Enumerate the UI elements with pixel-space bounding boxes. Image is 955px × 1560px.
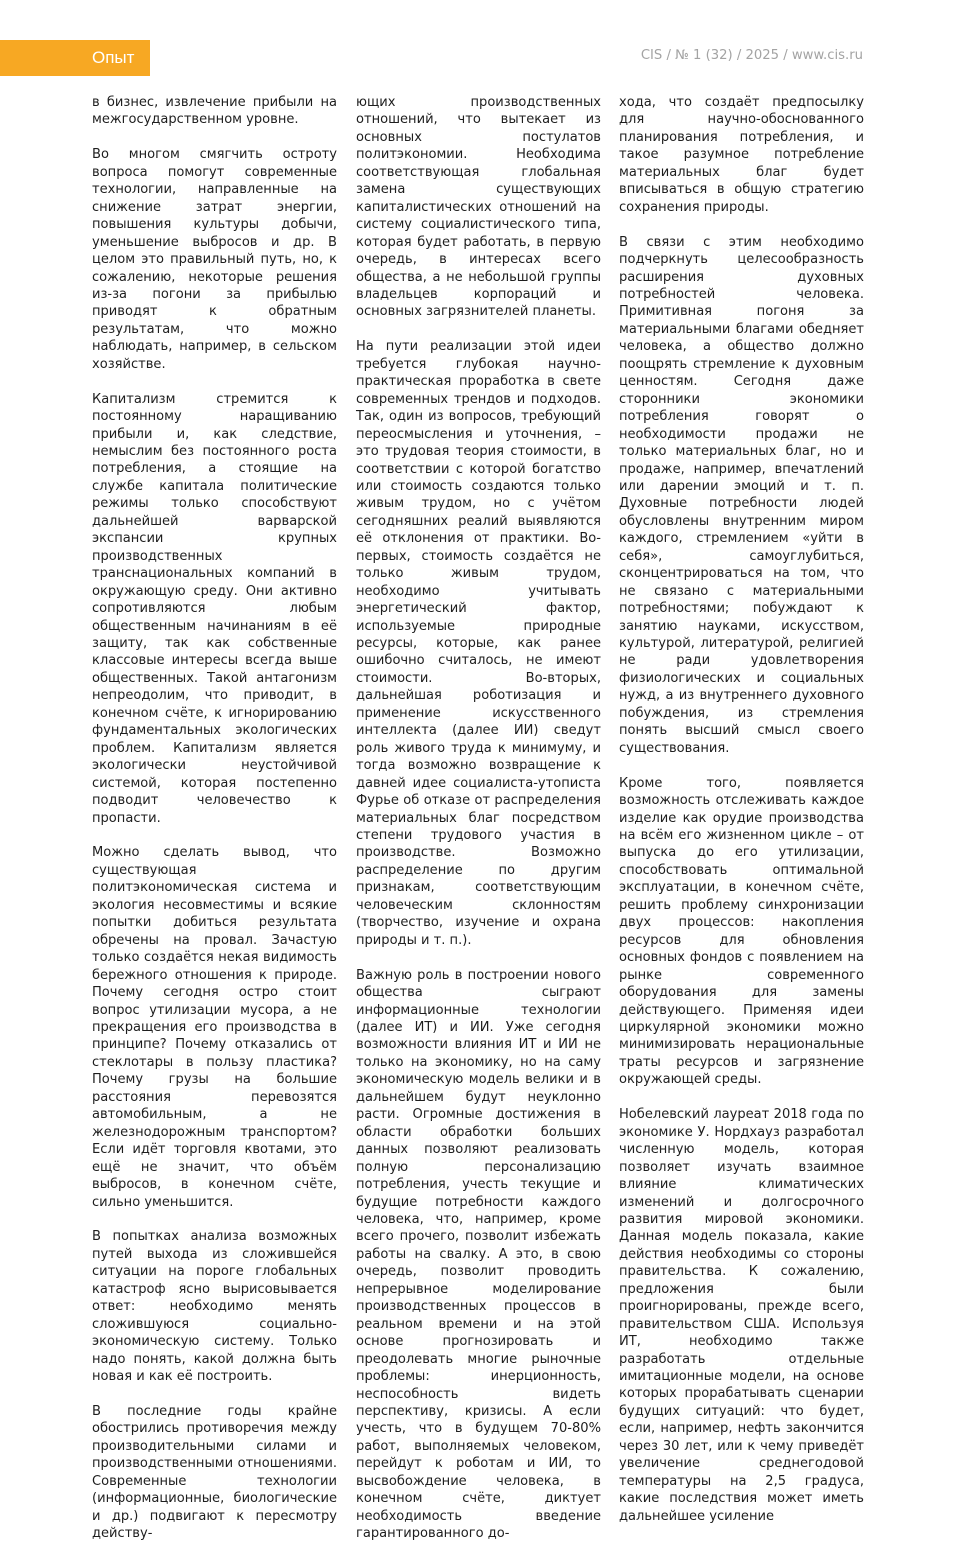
section-title: Опыт: [92, 48, 135, 67]
text-column-2: [356, 94, 601, 1560]
paragraph: В попытках анализа возможных путей выхода из сложившейся ситуации на пороге глобальных катастроф ясно вырисовывается ответ: необходимо менять сложившуюся социально-экономическую систему. Только надо понять, какой должна быть новая и как её построить.: [92, 1229, 337, 1385]
paragraph: хода, что создаёт предпосылку для научно-обоснованного планирования потребления, и такое разумное потребление материальных благ будет вписываться в общую стратегию сохранения природы.: [619, 95, 864, 215]
paragraph: Важную роль в построении нового общества сыграют информационные технологии (далее ИТ) и ИИ. Уже сегодня возможности влияния ИТ и ИИ не только на экономику, но на саму экономическую модель велики и в дальнейшем будут неуклонно расти. Огромные достижения в области обработки больших данных позволяют реализовать полную персонализацию потребления, учесть текущие и будущие потребности каждого человека, что, например, кроме всего прочего, позволит избежать работы на свалку. А это, в свою очередь, позволит проводить непрерывное моделирование производственных процессов в реальном времени и на этой основе прогнозировать и преодолевать многие рыночные проблемы: инерционность, неспособность видеть перспективу, кризисы. А если учесть, что в будущем 70-80% работ, выполняемых человеком, перейдут к роботам и ИИ, то высвобождение человека, в конечном счёте, диктует необходимость введение гарантированного до-: [356, 967, 601, 1542]
paragraph: Можно сделать вывод, что существующая политэкономическая система и экология несовместимы и всякие попытки добиться результата обречены на провал. Зачастую только создаётся некая видимость бережного отношения к природе. Почему сегодня остро стоит вопрос утилизации мусора, а не прекращения его производства в принципе? Почему отказались от стеклотары в пользу пластика? Почему грузы на большие расстояния перевозятся автомобильным, а не железнодорожным транспортом? Если идёт торговля квотами, это ещё не значит, что объём выбросов, в конечном счёте, сильно уменьшится.: [92, 845, 337, 1210]
paragraph: Капитализм стремится к постоянному наращиванию прибыли и, как следствие, немыслим без постоянного роста потребления, а стоящие на службе капитала политические режимы только способствуют дальнейшей варварской экспансии крупных производственных транснациональных компаний в окружающую среду. Они активно сопротивляются любым общественным начинаниям в её защиту, так как собственные классовые интересы всегда выше общественных. Такой антагонизм непреодолим, что приводит, в конечном счёте, к игнорированию фундаментальных экологических проблем. Капитализм является экологически неустойчивой системой, которая постепенно подводит человечество к пропасти.: [92, 391, 337, 826]
paragraph: ющих производственных отношений, что вытекает из основных постулатов политэкономии. Необходима соответствующая глобальная замена существующих капиталистических отношений на систему социалистического типа, которая будет работать, в первую очередь, в интересах всего общества, а не небольшой группы владельцев корпораций и основных загрязнителей планеты.: [356, 95, 601, 320]
paragraph: в бизнес, извлечение прибыли на межгосударственном уровне.: [92, 95, 337, 128]
text-column-3: [619, 94, 864, 1543]
section-tab: [0, 40, 150, 76]
paragraph: Во многом смягчить остроту вопроса помогут современные технологии, направленные на снижение затрат энергии, повышения культуры добычи, уменьшение выбросов и др. В целом это правильный путь, но, к сожалению, некоторые решения из-за погони за прибылью приводят к обратным результатам, что можно наблюдать, например, в сельском хозяйстве.: [92, 147, 337, 372]
paragraph: В связи с этим необходимо подчеркнуть целесообразность расширения духовных потребностей человека. Примитивная погоня за материальными благами обедняет человека, а общество должно поощрять стремление к духовным ценностям. Сегодня даже сторонники экономики потребления говорят о необходимости продажи не только материальных благ, но и продаже, например, впечатлений или дарении эмоций и т. п. Духовные потребности людей обусловлены внутренним миром каждого, стремлением «уйти в себя», самоуглубиться, сконцентрироваться на том, что не связано с материальными потребностями; побуждают к занятию науками, искусством, культурой, литературой, религией не ради удовлетворения физиологических и социальных нужд, а из внутреннего духовного побуждения, из стремления понять высший смысл своего существования.: [619, 234, 864, 756]
paragraph: В последние годы крайне обострились противоречия между производительными силами и производственными отношениями. Современные технологии (информационные, биологические и др.) подвигают к пересмотру действу-: [92, 1403, 337, 1542]
paragraph: Кроме того, появляется возможность отслеживать каждое изделие как орудие производства на всём его жизненном цикле – от выпуска до его утилизации, способствовать оптимальной эксплуатации, в конечном счёте, решить проблему синхронизации двух процессов: накопления ресурсов для обновления основных фондов с появлением на рынке современного оборудования для замены действующего. Применяя идеи циркулярной экономики можно минимизировать нерациональные траты ресурсов и загрязнение окружающей среды.: [619, 775, 864, 1088]
paragraph: Нобелевский лауреат 2018 года по экономике У. Нордхауз разработал численную модель, которая позволяет изучать взаимное влияние климатических изменений и долгосрочного развития мировой экономики. Данная модель показала, какие действия необходимы со стороны правительства. К сожалению, предложения были проигнорированы, прежде всего, правительством США. Используя ИТ, необходимо также разработать отдельные имитационные модели, на основе которых прорабатывать сценарии будущих ситуаций: что будет, если, например, нефть закончится через 30 лет, или к чему приведёт увеличение среднегодовой температуры на 2,5 градуса, какие последствия может иметь дальнейшее усиление: [619, 1107, 864, 1524]
paragraph: На пути реализации этой идеи требуется глубокая научно-практическая проработка в свете современных трендов и подходов. Так, один из вопросов, требующий переосмысления и уточнения, – это трудовая теория стоимости, в соответствии с которой богатство или стоимость создаются только живым трудом, но с учётом сегодняшних реалий выявляются её отклонения от практики. Во-первых, стоимость создаётся не только живым трудом, необходимо учитывать энергетический фактор, используемые природные ресурсы, которые, как ранее ошибочно считалось, не имеют стоимости. Во-вторых, дальнейшая роботизация и применение искусственного интеллекта (далее ИИ) сведут роль живого труда к минимуму, и тогда возможно возвращение к давней идее социалиста-утописта Фурье об отказе от распределения материальных благ посредством степени трудового участия в производстве. Возможно распределение по другим признакам, соответствующим человеческим склонностям (творчество, изучение и охрана природы и т. п.).: [356, 339, 601, 948]
issue-info: CIS / № 1 (32) / 2025 / www.cis.ru: [640, 48, 863, 63]
text-column-1: [92, 94, 337, 1560]
